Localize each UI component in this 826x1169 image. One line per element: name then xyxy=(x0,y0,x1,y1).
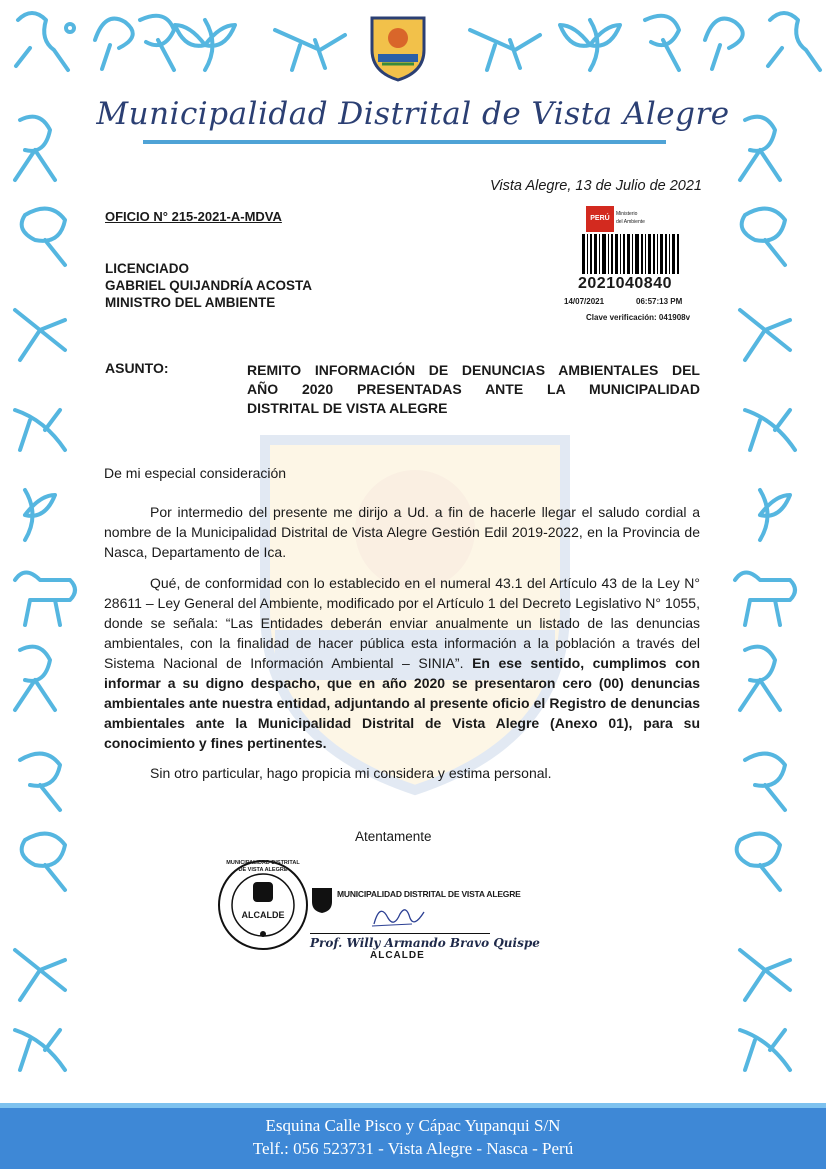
recipient-name: GABRIEL QUIJANDRÍA ACOSTA xyxy=(105,278,313,293)
page-title: Municipalidad Distrital de Vista Alegre xyxy=(96,96,730,132)
paragraph-3: Sin otro particular, hago propicia mi considera y estima personal. xyxy=(150,765,552,781)
paragraph-1: Por intermedio del presente me dirijo a Ud. a fin de hacerle llegar el saludo cordial a nombre de la Municipalidad Distrital de Vista Alegre Gestión Edil 2019-2022, en la Provincia de Nasca, Departamento de Ica. xyxy=(104,504,700,560)
ministry-line1: Ministerio xyxy=(616,211,638,217)
small-seal-icon xyxy=(310,886,334,914)
stamp-institution: MUNICIPALIDAD DISTRITAL DE VISTA ALEGRE xyxy=(337,889,521,899)
stamp-verification: Clave verificación: 041908v xyxy=(586,313,691,322)
seal-text-top: MUNICIPALIDAD DISTRITAL DE VISTA ALEGRE xyxy=(226,860,300,873)
footer-contact: Telf.: 056 523731 - Vista Alegre - Nasca - Perú xyxy=(252,1139,574,1158)
recipient-title: LICENCIADO xyxy=(105,261,189,276)
signatory-role: ALCALDE xyxy=(370,950,425,961)
letter-date: Vista Alegre, 13 de Julio de 2021 xyxy=(489,178,702,194)
signatory-name: Prof. Willy Armando Bravo Quispe xyxy=(310,936,540,950)
closing: Atentamente xyxy=(355,829,432,844)
footer-address: Esquina Calle Pisco y Cápac Yupanqui S/N xyxy=(265,1116,561,1135)
stamp-code: 2021040840 xyxy=(578,275,672,292)
subject-text xyxy=(247,361,700,418)
seal-center-text: ALCALDE xyxy=(241,910,285,920)
reception-stamp xyxy=(564,201,708,326)
subject-line-1: REMITO INFORMACIÓN DE DENUNCIAS AMBIENTALES DEL xyxy=(247,362,700,378)
seal-ring-icon xyxy=(220,862,306,948)
stamp-time: 06:57:13 PM xyxy=(636,297,683,306)
subject-line-2: AÑO 2020 PRESENTADAS ANTE LA MUNICIPALIDAD xyxy=(247,381,700,397)
subject-label: ASUNTO: xyxy=(105,360,169,376)
paragraph-2-bold: En ese sentido, cumplimos con informar a su digno despacho, que en año 2020 se presentaron cero (00) denuncias ambientales ante nuestra entidad, adjuntando al presente oficio el Registro de denuncias ambientales ante la Municipalidad Distrital de Vista Alegre (Anexo 01), para su conocimiento y fines pertinentes. xyxy=(104,655,700,751)
paragraph-2-normal: Qué, de conformidad con lo establecido en el numeral 43.1 del Artículo 43 de la Ley N° 28611 – Ley General del Ambiente, modificado por el Artículo 1 del Decreto Legislativo N° 1055, donde se señala: “Las Entidades deberán enviar anualmente un listado de las denuncias ambientales, con la finalidad de hacer pública esta información a la población a través del Sistema Nacional de Información Ambiental – SINIA”. xyxy=(104,575,700,671)
stamp-date: 14/07/2021 xyxy=(564,297,605,306)
recipient-position: MINISTRO DEL AMBIENTE xyxy=(105,295,276,310)
municipal-crest-icon xyxy=(366,12,430,82)
ministry-line2: del Ambiente xyxy=(616,219,645,225)
footer xyxy=(0,1108,826,1169)
barcode-icon xyxy=(582,234,682,274)
country-badge: PERÚ xyxy=(586,206,614,232)
alcalde-seal xyxy=(218,860,308,950)
paragraph-2 xyxy=(104,573,700,753)
document-reference: OFICIO N° 215-2021-A-MDVA xyxy=(105,209,282,224)
header-divider xyxy=(143,140,666,144)
signature-line xyxy=(310,933,490,934)
greeting: De mi especial consideración xyxy=(104,465,287,481)
subject-line-3: DISTRITAL DE VISTA ALEGRE xyxy=(247,400,448,416)
handwritten-signature-icon xyxy=(370,900,430,932)
